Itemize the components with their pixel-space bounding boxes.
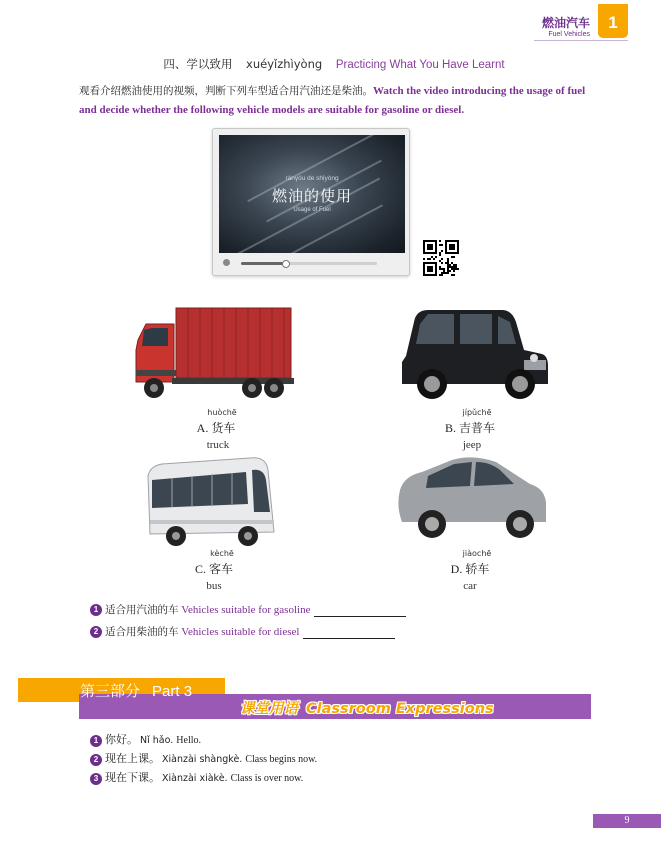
vehicle-c-pinyin: kèchē <box>210 549 234 558</box>
question-gasoline: 1 适合用汽油的车 Vehicles suitable for gasoline <box>90 602 406 617</box>
question-number-badge: 2 <box>90 626 102 638</box>
chapter-number-badge: 1 <box>598 4 628 38</box>
video-title-en: Usage of Fuel <box>293 207 331 213</box>
expression-item: 1 你好。 Nǐ hǎo. Hello. <box>90 731 201 747</box>
question-number-badge: 1 <box>90 604 102 616</box>
play-button[interactable] <box>223 259 230 266</box>
instruction <box>79 82 599 120</box>
video-title-pinyin: ránγóu de shǐyòng <box>285 175 339 182</box>
section-title-zh: 四、学以致用 <box>163 57 233 71</box>
vehicle-a-en: truck <box>206 439 230 451</box>
instruction-en: Watch the video introducing the usage of fuel and decide whether the following vehicle models are suitable for gasoline or diesel. <box>79 85 586 116</box>
expression-item: 2 现在上课。 Xiànzài shàngkè. Class begins now. <box>90 750 317 766</box>
vehicle-b-en: jeep <box>462 439 482 451</box>
vehicle-a-pinyin: huòchē <box>207 408 237 417</box>
vehicle-a-label: A. 货车 <box>196 421 236 435</box>
vehicle-d-label: D. 轿车 <box>450 562 490 576</box>
chapter-title-zh: 燃油汽车 <box>541 16 590 30</box>
video-title-zh: 燃油的使用 <box>271 187 352 205</box>
vehicle-b-label: B. 吉普车 <box>444 421 496 435</box>
bus-image <box>142 450 312 560</box>
vehicle-c-label: C. 客车 <box>194 562 234 576</box>
section-title-en: Practicing What You Have Learnt <box>335 59 505 71</box>
expression-number-badge: 3 <box>90 773 102 785</box>
vehicle-d-en: car <box>463 580 477 592</box>
answer-blank-diesel[interactable] <box>303 626 395 639</box>
instruction-zh: 观看介绍燃油使用的视频，判断下列车型适合用汽油还是柴油。 <box>79 85 373 97</box>
part-3-heading: 第三部分 Part 3 <box>80 682 193 700</box>
car-image <box>392 450 562 560</box>
vehicle-d-pinyin: jiàochē <box>462 549 492 558</box>
header-divider <box>534 40 628 41</box>
page-number: 9 <box>593 814 661 828</box>
video-screen[interactable] <box>219 135 405 253</box>
answer-blank-gasoline[interactable] <box>314 604 406 617</box>
question-diesel: 2 适合用柴油的车 Vehicles suitable for diesel <box>90 624 395 639</box>
expression-item: 3 现在下课。 Xiànzài xiàkè. Class is over now. <box>90 769 303 785</box>
jeep-image <box>392 300 562 410</box>
classroom-expressions-heading: 课堂用语 Classroom Expressions <box>240 701 494 717</box>
video-player[interactable] <box>212 128 410 276</box>
expression-number-badge: 2 <box>90 754 102 766</box>
truck-image <box>132 300 302 410</box>
expression-number-badge: 1 <box>90 735 102 747</box>
chapter-title-en: Fuel Vehicles <box>548 31 590 38</box>
qr-code-icon <box>423 240 459 276</box>
section-title-pinyin: xuéyǐzhìyòng <box>246 57 323 71</box>
vehicle-c-en: bus <box>206 580 222 592</box>
video-scrubber-knob[interactable] <box>282 260 290 268</box>
section-title <box>0 56 668 72</box>
video-progress-bar[interactable] <box>241 262 377 265</box>
video-progress-fill <box>241 262 285 265</box>
vehicle-b-pinyin: jípǔchē <box>462 408 492 417</box>
